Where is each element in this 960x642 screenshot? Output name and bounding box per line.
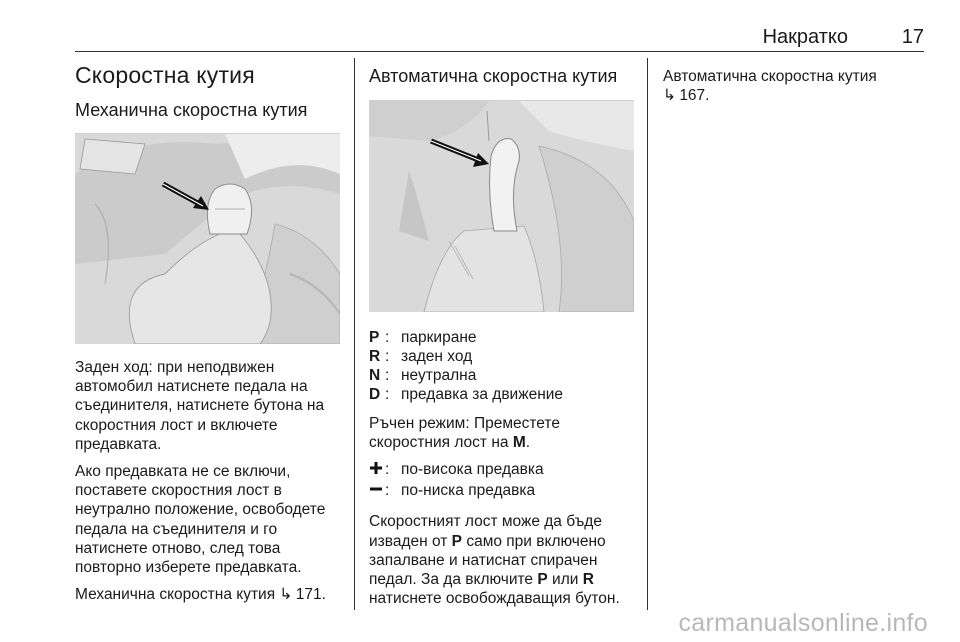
section-title: Скоростна кутия [75, 62, 255, 88]
column-reference [663, 66, 928, 113]
page-reference-arrow-icon: ↳ [663, 87, 676, 105]
manual-mode-paragraph: Ръчен режим: Преместете скоростния лост на M. [369, 415, 560, 452]
manual-reverse-paragraph: Заден ход: при неподвижен автомобил натиснете педала на съединителя, натиснете бутона на скоростния лост и включете предавката. [75, 359, 325, 453]
shift-legend [369, 460, 634, 502]
legend-row-minus: : по-ниска предавка [369, 481, 634, 502]
manual-gearbox-title: Механична скоростна кутия [75, 100, 308, 120]
automatic-reference-page[interactable]: 167. [679, 87, 710, 105]
column-manual [75, 62, 340, 612]
column-automatic [369, 66, 634, 616]
minus-icon [369, 481, 385, 502]
manual-gear-shift-photo [75, 133, 340, 344]
legend-row-p: P : паркиране [369, 329, 477, 346]
manual-retry-paragraph: Ако предавката не се включи, поставете скоростния лост в неутрално положение, освободете педала на съединителя и го натиснете отново, след това повторно изберете предавката. [75, 463, 326, 577]
automatic-selector-lever-photo [369, 100, 634, 312]
legend-row-d: D : предавка за движение [369, 386, 564, 403]
legend-row-plus: : по-висока предавка [369, 460, 634, 481]
page-reference-arrow-icon: ↳ [279, 586, 293, 604]
manual-reference: Механична скоростна кутия ↳ 171. [75, 586, 326, 604]
automatic-gearbox-title: Автоматична скоростна кутия [369, 66, 618, 86]
lever-release-paragraph: Скоростният лост може да бъде изваден от P само при включено запалване и натиснат спирачен педал. За да включите P или R натиснете освобождаващия бутон. [369, 513, 620, 608]
legend-row-n: N : неутрална [369, 367, 477, 384]
legend-row-r: R : заден ход [369, 348, 473, 365]
plus-icon [369, 460, 385, 481]
selector-positions-legend [369, 328, 634, 404]
page-header-title: Накратко [762, 26, 848, 48]
column-divider-2 [647, 58, 648, 610]
automatic-reference: Автоматична скоростна кутия ↳ 167. [663, 68, 877, 105]
watermark: carmanualsonline.info [678, 609, 928, 637]
manual-reference-page[interactable]: 171. [295, 586, 326, 604]
page-number: 17 [901, 26, 924, 48]
header-rule [75, 51, 924, 52]
column-divider-1 [354, 58, 355, 610]
